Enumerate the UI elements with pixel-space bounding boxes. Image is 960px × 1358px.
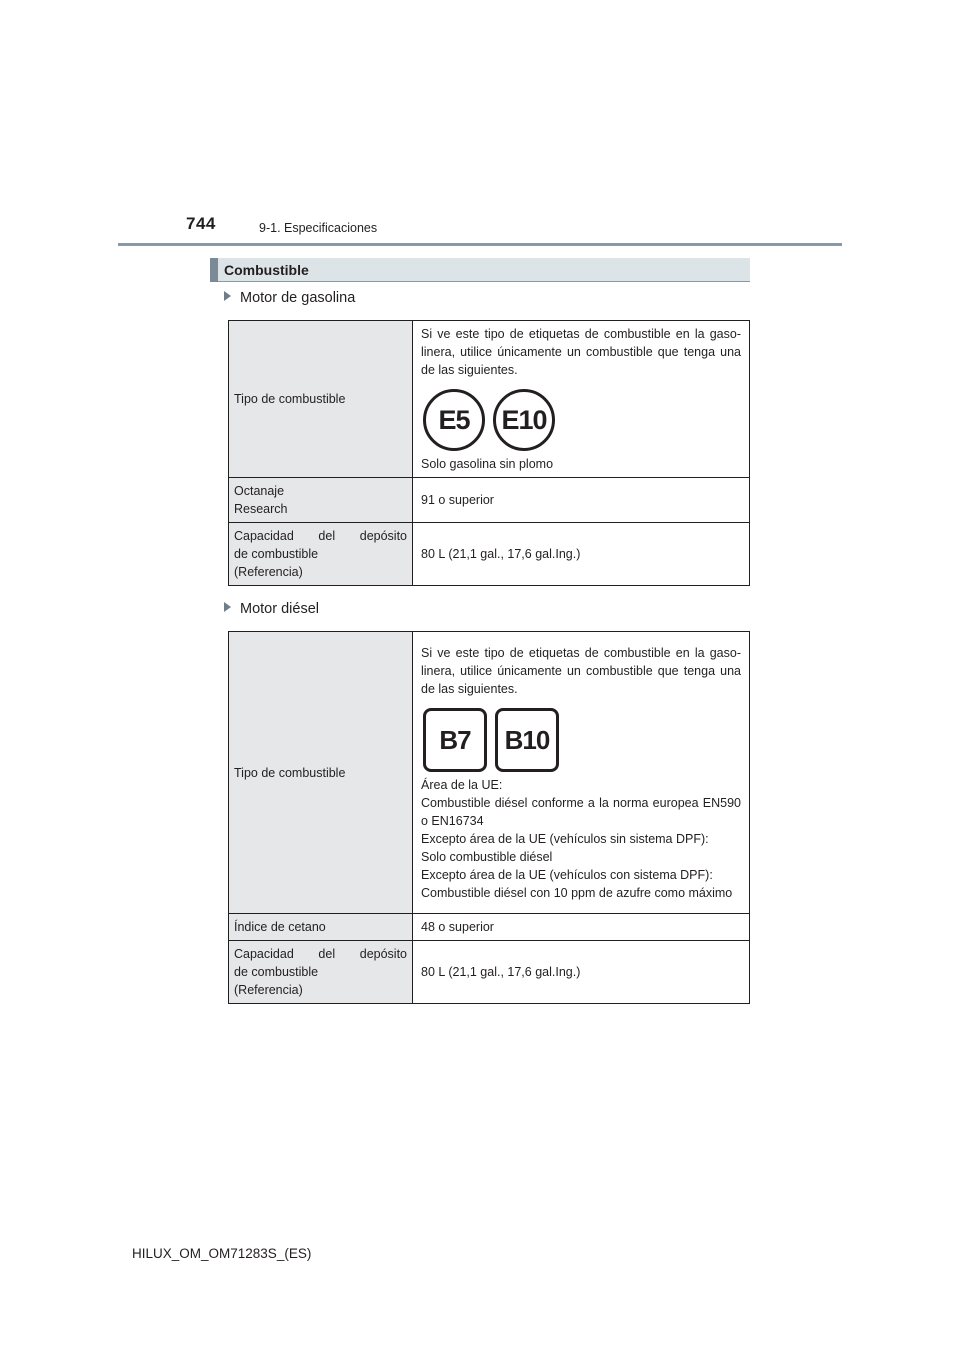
- diesel-heading: [224, 601, 319, 617]
- label-line: (Referencia): [234, 983, 303, 997]
- table-row: [229, 478, 750, 523]
- label-line: Octanaje: [234, 484, 285, 498]
- section-heading-bar: [210, 258, 218, 282]
- fuel-note: Solo gasolina sin plomo: [421, 457, 554, 471]
- row-value: 91 o superior: [413, 478, 750, 523]
- row-value: 48 o superior: [413, 914, 750, 941]
- eu-text: Combustible diésel conforme a la norma europea EN590 o EN16734: [421, 795, 741, 828]
- table-row: [229, 941, 750, 1004]
- diesel-heading-text: Motor diésel: [240, 601, 319, 617]
- footer-doc-code: HILUX_OM_OM71283S_(ES): [132, 1246, 312, 1261]
- row-value: 80 L (21,1 gal., 17,6 gal.Ing.): [413, 941, 750, 1004]
- label-line: de combustible: [234, 547, 319, 561]
- non-eu-dpf-text: Combustible diésel con 10 ppm de azufre como máximo: [421, 885, 733, 900]
- gasoline-heading-text: Motor de gasolina: [240, 290, 356, 306]
- row-value: [413, 632, 750, 914]
- gasoline-heading: [224, 290, 355, 306]
- header-rule: [118, 243, 842, 246]
- label-line: Capacidad del depósito: [234, 947, 407, 961]
- row-label: [229, 941, 413, 1004]
- non-eu-dpf-title: Excepto área de la UE (vehículos con sistema DPF):: [421, 867, 713, 882]
- table-row: [229, 632, 750, 914]
- row-value: 80 L (21,1 gal., 17,6 gal.Ing.): [413, 523, 750, 586]
- fuel-badges: [423, 708, 741, 772]
- row-value: [413, 321, 750, 478]
- row-label: Tipo de combustible: [229, 321, 413, 478]
- section-heading: [210, 258, 750, 282]
- label-line: Research: [234, 502, 288, 516]
- row-label: [229, 478, 413, 523]
- table-row: [229, 321, 750, 478]
- row-label: Tipo de combustible: [229, 632, 413, 914]
- page-number: 744: [186, 214, 216, 233]
- non-eu-no-dpf-title: Excepto área de la UE (vehículos sin sistema DPF):: [421, 831, 709, 846]
- diesel-spec-table: [228, 631, 750, 1004]
- fuel-badges: [423, 389, 741, 451]
- section-title: Combustible: [224, 262, 309, 278]
- arrow-right-icon: [224, 602, 231, 612]
- gasoline-spec-table: [228, 320, 750, 586]
- fuel-label-b7-icon: B7: [423, 708, 487, 772]
- arrow-right-icon: [224, 291, 231, 301]
- table-row: [229, 523, 750, 586]
- label-line: Capacidad del depósito: [234, 529, 407, 543]
- section-label: 9-1. Especificaciones: [259, 221, 378, 235]
- fuel-intro-text: Si ve este tipo de etiquetas de combustible en la gaso-linera, utilice únicamente un combustible que tenga una de las siguientes.: [421, 645, 741, 696]
- non-eu-no-dpf-text: Solo combustible diésel: [421, 849, 553, 864]
- label-line: (Referencia): [234, 565, 303, 579]
- fuel-label-e5-icon: E5: [423, 389, 485, 451]
- fuel-intro-text: Si ve este tipo de etiquetas de combustible en la gaso-linera, utilice únicamente un combustible que tenga una de las siguientes.: [421, 327, 741, 377]
- eu-title: Área de la UE:: [421, 777, 503, 792]
- label-line: de combustible: [234, 965, 319, 979]
- row-label: [229, 523, 413, 586]
- fuel-label-b10-icon: B10: [495, 708, 559, 772]
- table-row: [229, 914, 750, 941]
- row-label: Índice de cetano: [229, 914, 413, 941]
- fuel-label-e10-icon: E10: [493, 389, 555, 451]
